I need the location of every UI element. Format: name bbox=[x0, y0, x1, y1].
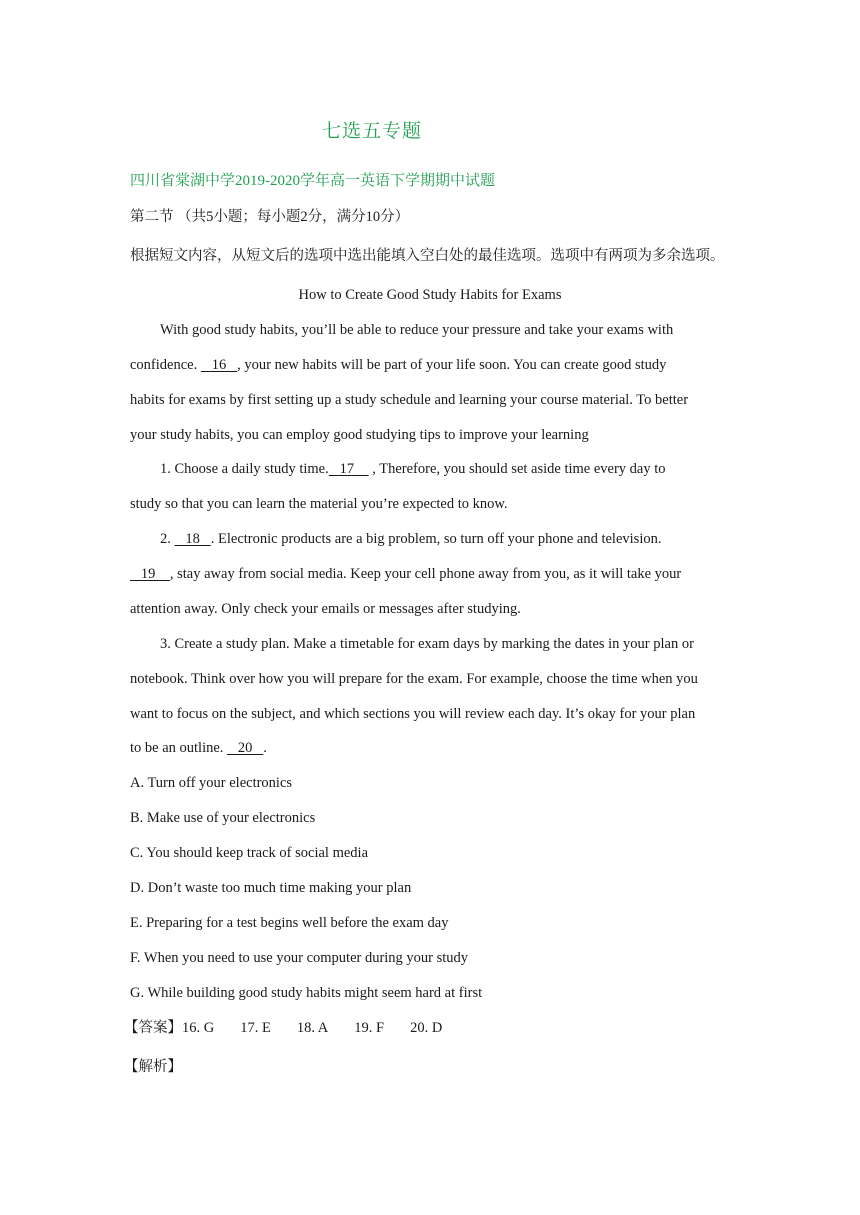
text-segment: , Therefore, you should set aside time every day to bbox=[368, 461, 666, 477]
analysis-label: 【解析】 bbox=[124, 1059, 182, 1075]
answer-line bbox=[124, 1018, 442, 1038]
passage-title: How to Create Good Study Habits for Exams bbox=[298, 287, 562, 303]
text-segment: 2. bbox=[160, 531, 175, 547]
paragraph-line bbox=[160, 459, 666, 479]
option-a: A. Turn off your electronics bbox=[130, 775, 293, 791]
text-segment: . Electronic products are a big problem, so turn off your phone and television. bbox=[210, 531, 662, 547]
paragraph-line bbox=[130, 738, 267, 758]
text-segment: . bbox=[263, 740, 267, 756]
answer-item: 18. A bbox=[296, 1020, 329, 1036]
answer-item: 17. E bbox=[240, 1020, 271, 1036]
blank-18: 18 bbox=[174, 531, 211, 547]
section-heading: 第二节 （共5小题；每小题2分，满分10分） bbox=[130, 209, 410, 225]
paragraph-line bbox=[160, 529, 661, 549]
text-segment: 1. Choose a daily study time. bbox=[160, 461, 329, 477]
text-segment: , your new habits will be part of your life soon. You can create good study bbox=[237, 357, 667, 373]
answer-item: 20. D bbox=[410, 1020, 443, 1036]
instruction: 根据短文内容，从短文后的选项中选出能填入空白处的最佳选项。选项中有两项为多余选项。 bbox=[130, 248, 725, 264]
option-d: D. Don’t waste too much time making your plan bbox=[130, 880, 412, 896]
blank-19: 19 bbox=[130, 566, 170, 582]
source-line: 四川省棠湖中学2019-2020学年高一英语下学期期中试题 bbox=[130, 173, 495, 189]
paragraph-line: want to focus on the subject, and which sections you will review each day. It’s okay for your plan bbox=[130, 706, 696, 722]
blank-20: 20 bbox=[227, 740, 264, 756]
text-segment: , stay away from social media. Keep your cell phone away from you, as it will take your bbox=[169, 566, 682, 582]
paragraph-line: habits for exams by first setting up a study schedule and learning your course material. To better bbox=[130, 392, 689, 408]
option-g: G. While building good study habits might seem hard at first bbox=[130, 985, 483, 1001]
paragraph-line bbox=[130, 564, 681, 584]
answer-label: 【答案】 bbox=[124, 1020, 182, 1036]
answer-item: 19. F bbox=[354, 1020, 385, 1036]
option-b: B. Make use of your electronics bbox=[130, 810, 316, 826]
paragraph-line bbox=[130, 355, 666, 375]
blank-17: 17 bbox=[328, 461, 369, 477]
option-e: E. Preparing for a test begins well before the exam day bbox=[130, 915, 449, 931]
text-segment: to be an outline. bbox=[130, 740, 228, 756]
paragraph-line: notebook. Think over how you will prepare for the exam. For example, choose the time when you bbox=[130, 671, 698, 687]
page-title: 七选五专题 bbox=[322, 121, 423, 142]
paragraph-line: attention away. Only check your emails or messages after studying. bbox=[130, 601, 521, 617]
answer-item: 16. G bbox=[182, 1020, 215, 1036]
text-segment: confidence. bbox=[130, 357, 201, 373]
option-f: F. When you need to use your computer during your study bbox=[130, 950, 469, 966]
option-c: C. You should keep track of social media bbox=[130, 845, 369, 861]
paragraph-line: study so that you can learn the material you’re expected to know. bbox=[130, 496, 508, 512]
blank-16: 16 bbox=[200, 357, 238, 373]
paragraph-line: 3. Create a study plan. Make a timetable for exam days by marking the dates in your plan or bbox=[160, 636, 694, 652]
paragraph-line: With good study habits, you’ll be able to reduce your pressure and take your exams with bbox=[160, 322, 674, 338]
paragraph-line: your study habits, you can employ good studying tips to improve your learning bbox=[130, 427, 589, 443]
